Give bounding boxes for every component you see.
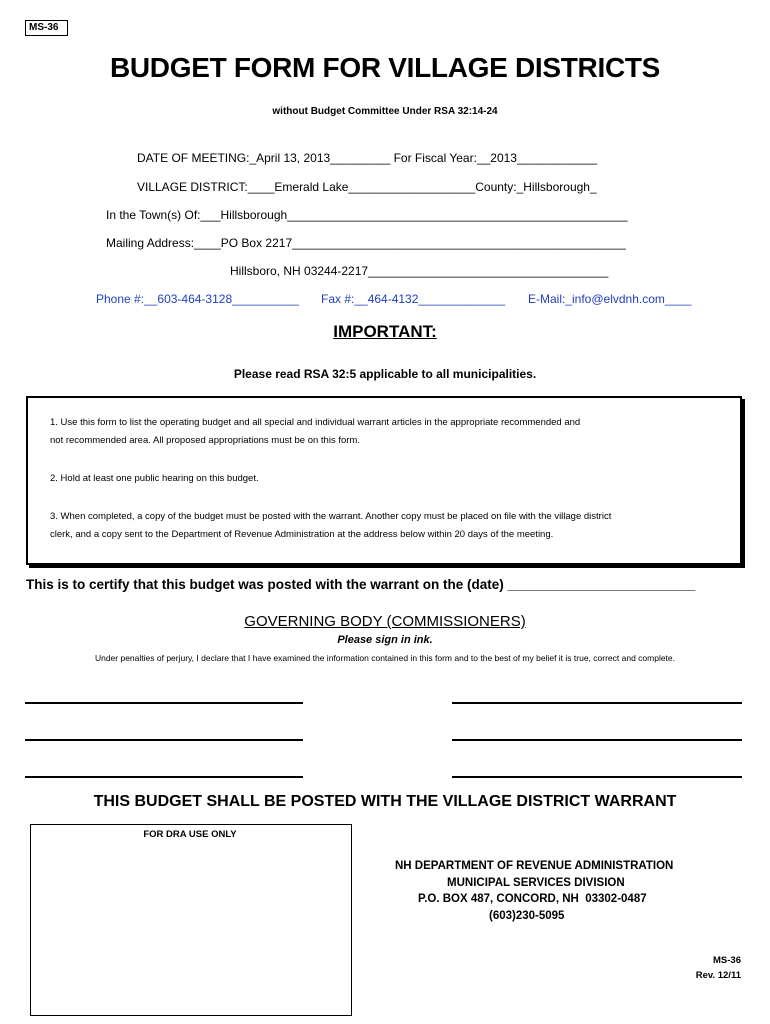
certify-date-field[interactable]: This is to certify that this budget was posted with the warrant on the (date) _________________________	[26, 577, 696, 592]
footer-form-code: MS-36	[713, 955, 741, 966]
dra-use-only-box	[30, 824, 352, 1016]
instruction-1-line2: not recommended area. All proposed appropriations must be on this form.	[50, 435, 360, 446]
phone-field[interactable]: Phone #:__603-464-3128__________	[96, 292, 299, 306]
posted-with-warrant-notice: THIS BUDGET SHALL BE POSTED WITH THE VILLAGE DISTRICT WARRANT	[93, 793, 677, 810]
important-heading: IMPORTANT:	[333, 322, 437, 341]
dra-address-line1: NH DEPARTMENT OF REVENUE ADMINISTRATION	[395, 860, 674, 872]
page-subtitle: without Budget Committee Under RSA 32:14-24	[272, 106, 498, 117]
mailing-address-line2-field[interactable]: Hillsboro, NH 03244-2217____________________________________	[230, 264, 609, 278]
signature-line[interactable]	[25, 702, 303, 704]
signature-line[interactable]	[452, 776, 742, 778]
please-read-note: Please read RSA 32:5 applicable to all municipalities.	[233, 367, 537, 381]
email-field[interactable]: E-Mail:_info@elvdnh.com____	[528, 292, 692, 306]
dra-address-line3: P.O. BOX 487, CONCORD, NH 03302-0487	[418, 893, 647, 905]
signature-line[interactable]	[25, 739, 303, 741]
instructions-box	[26, 396, 742, 565]
towns-field[interactable]: In the Town(s) Of:___Hillsborough___________________________________________________	[106, 208, 628, 222]
page-title: BUDGET FORM FOR VILLAGE DISTRICTS	[109, 52, 661, 83]
village-district-field[interactable]: VILLAGE DISTRICT:____Emerald Lake___________________County:_Hillsborough_	[137, 180, 597, 194]
footer-revision: Rev. 12/11	[695, 970, 741, 981]
instruction-3-line1: 3. When completed, a copy of the budget must be posted with the warrant. Another copy must be placed on file with the village district	[50, 511, 612, 522]
instruction-2: 2. Hold at least one public hearing on this budget.	[50, 473, 259, 484]
sign-in-ink-note: Please sign in ink.	[337, 634, 433, 646]
signature-line[interactable]	[452, 739, 742, 741]
perjury-statement: Under penalties of perjury, I declare that I have examined the information contained in this form and to the best of my belief it is true, correct and complete.	[94, 653, 676, 663]
signature-line[interactable]	[452, 702, 742, 704]
instruction-3-line2: clerk, and a copy sent to the Department of Revenue Administration at the address below within 20 days of the meeting.	[50, 529, 554, 540]
mailing-address-field[interactable]: Mailing Address:____PO Box 2217__________________________________________________	[106, 236, 626, 250]
dra-use-only-label: FOR DRA USE ONLY	[143, 829, 237, 840]
dra-address-line2: MUNICIPAL SERVICES DIVISION	[447, 877, 625, 889]
dra-address-line4: (603)230-5095	[489, 910, 565, 922]
fax-field[interactable]: Fax #:__464-4132_____________	[321, 292, 506, 306]
date-of-meeting-field[interactable]: DATE OF MEETING:_April 13, 2013_________ For Fiscal Year:__2013____________	[137, 151, 598, 165]
governing-body-heading: GOVERNING BODY (COMMISSIONERS)	[244, 613, 526, 630]
instruction-1-line1: 1. Use this form to list the operating budget and all special and individual warrant articles in the appropriate recommended and	[50, 417, 581, 428]
form-code-box: MS-36	[25, 20, 68, 36]
signature-line[interactable]	[25, 776, 303, 778]
